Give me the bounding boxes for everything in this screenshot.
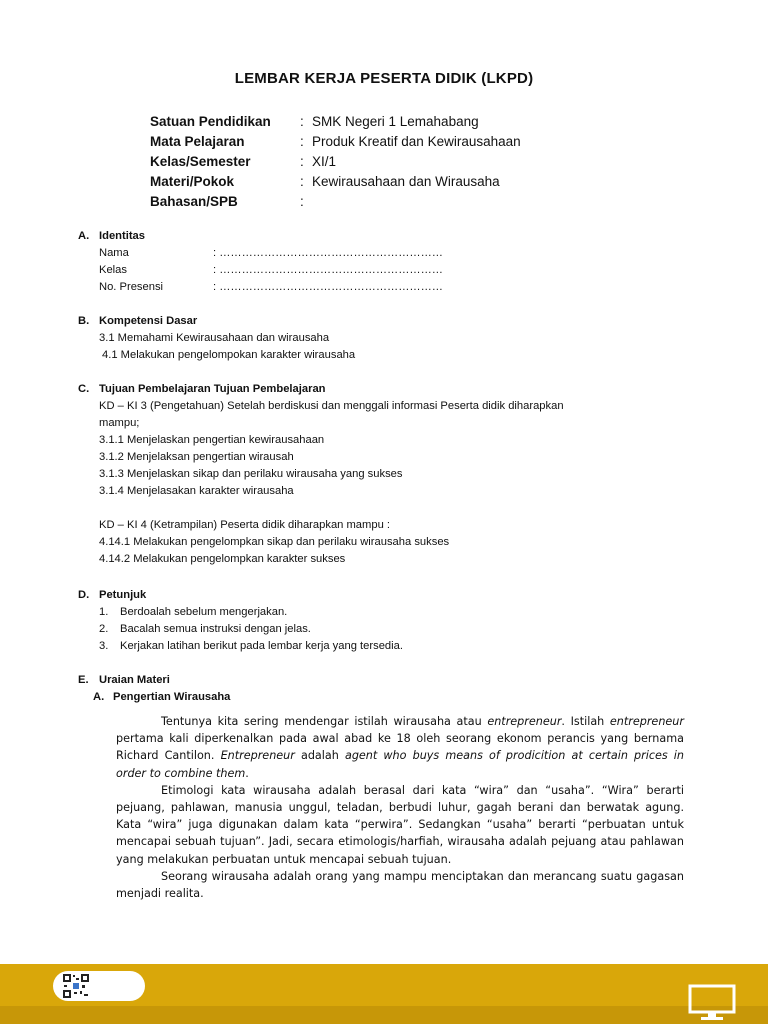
section-heading: Uraian Materi	[99, 674, 170, 686]
paragraph-2: Etimologi kata wirausaha adalah berasal dari kata “wira” dan “usaha”. “Wira” berarti pejuang, pahlawan, manusia unggul, teladan, berbudi luhur, gagah berani dan berwatak agung. Kata “wira” juga digunakan dalam kata “perwira”. Sedangkan “usaha” berarti “perbuatan untuk mencapai sebuah tujuan”. Jadi, secara etimologis/harfiah, wirausaha adalah pejuang atau pahlawan yang melakukan perbuatan untuk mencapai sebuah tujuan.	[116, 783, 684, 866]
section-identitas: A. Identitas Nama : …………………………………………………… Kelas : …………………………………………………… No. Presensi : ……………………………………………………	[78, 228, 443, 296]
footer-strip	[0, 1006, 768, 1024]
info-row-kelas: Kelas/Semester : XI/1	[150, 153, 337, 169]
page-title: LEMBAR KERJA PESERTA DIDIK (LKPD)	[234, 70, 534, 87]
tujuan-line: 4.14.2 Melakukan pengelompkan karakter sukses	[99, 553, 346, 565]
subsection-heading: A. Pengertian Wirausaha	[93, 691, 231, 703]
section-heading: Identitas	[99, 230, 146, 242]
kd-item: 3.1 Memahami Kewirausahaan dan wirausaha	[99, 332, 330, 344]
info-value: Kewirausahaan dan Wirausaha	[312, 173, 500, 189]
list-item: 2. Bacalah semua instruksi dengan jelas.	[99, 623, 311, 635]
section-heading: Petunjuk	[99, 589, 147, 601]
tujuan-line: 3.1.4 Menjelasakan karakter wirausaha	[99, 485, 294, 497]
info-label: Mata Pelajaran	[150, 133, 245, 149]
tujuan-line: 3.1.2 Menjelaksan pengertian wirausah	[99, 451, 294, 463]
info-table	[150, 111, 521, 211]
tujuan-line: KD – KI 4 (Ketrampilan) Peserta didik diharapkan mampu :	[99, 519, 391, 531]
info-row-satuan: Satuan Pendidikan : SMK Negeri 1 Lemahabang	[150, 113, 479, 129]
qr-code-icon	[62, 973, 90, 999]
tujuan-line: 3.1.1 Menjelaskan pengertian kewirausahaan	[99, 434, 325, 446]
section-heading: Kompetensi Dasar	[99, 315, 198, 327]
body-text	[116, 713, 684, 902]
info-label: Satuan Pendidikan	[150, 113, 271, 129]
tujuan-line: 4.14.1 Melakukan pengelompkan sikap dan perilaku wirausaha sukses	[99, 536, 450, 548]
identitas-row-nama: Nama : ……………………………………………………	[99, 245, 443, 262]
identitas-row-kelas: Kelas : ……………………………………………………	[99, 262, 443, 279]
info-label: Bahasan/SPB	[150, 193, 238, 209]
info-row-mapel: Mata Pelajaran : Produk Kreatif dan Kewirausahaan	[150, 133, 521, 149]
info-value: SMK Negeri 1 Lemahabang	[312, 113, 479, 129]
tujuan-line: 3.1.3 Menjelaskan sikap dan perilaku wirausaha yang sukses	[99, 468, 403, 480]
info-label: Kelas/Semester	[150, 153, 251, 169]
info-row-bahasan: Bahasan/SPB :	[150, 193, 304, 209]
info-label: Materi/Pokok	[150, 173, 235, 189]
tujuan-line: mampu;	[99, 417, 140, 429]
info-value: Produk Kreatif dan Kewirausahaan	[312, 133, 521, 149]
info-row-materi: Materi/Pokok : Kewirausahaan dan Wirausaha	[150, 173, 500, 189]
list-item: 3. Kerjakan latihan berikut pada lembar kerja yang tersedia.	[99, 640, 403, 652]
tujuan-line: KD – KI 3 (Pengetahuan) Setelah berdiskusi dan menggali informasi Peserta didik diharapkan	[99, 400, 564, 412]
section-kompetensi: B. Kompetensi Dasar 3.1 Memahami Kewirausahaan dan wirausaha 4.1 Melakukan pengelompokan karakter wirausaha	[78, 313, 355, 364]
paragraph-3: Seorang wirausaha adalah orang yang mampu menciptakan dan merancang suatu gagasan menjadi realita.	[116, 869, 684, 901]
section-heading: Tujuan Pembelajaran Tujuan Pembelajaran	[99, 383, 326, 395]
tujuan-line	[99, 500, 564, 517]
monitor-icon	[688, 984, 738, 1020]
paragraph-1: Tentunya kita sering mendengar istilah wirausaha atau entrepreneur. Istilah entrepreneur pertama kali diperkenalkan pada awal abad ke 18 oleh seorang ekonom perancis yang bernama Richard Cantilon. Entrepreneur adalah agent who buys means of prodicition at certain prices in order to combine them.	[116, 715, 685, 780]
blank-field: : ……………………………………………………	[213, 281, 443, 293]
blank-field: : ……………………………………………………	[213, 247, 443, 259]
kd-item: 4.1 Melakukan pengelompokan karakter wirausaha	[102, 349, 356, 361]
section-uraian: E. Uraian Materi A. Pengertian Wirausaha	[78, 672, 230, 706]
section-petunjuk: D. Petunjuk 1. Berdoalah sebelum mengerjakan. 2. Bacalah semua instruksi dengan jelas. 3. Kerjakan latihan berikut pada lembar kerja yang tersedia.	[78, 587, 403, 655]
section-tujuan: C. Tujuan Pembelajaran Tujuan Pembelajaran KD – KI 3 (Pengetahuan) Setelah berdiskusi dan menggali informasi Peserta didik diharapkan mampu; 3.1.1 Menjelaskan pengertian kewirausahaan 3.1.2 Menjelaksan pengertian wirausah 3.1.3 Menjelaskan sikap dan perilaku wirausaha yang sukses 3.1.4 Menjelasakan karakter wirausaha KD – KI 4 (Ketrampilan) Peserta didik diharapkan mampu : 4.14.1 Melakukan pengelompkan sikap dan perilaku wirausaha sukses 4.14.2 Melakukan pengelompkan karakter sukses	[78, 381, 564, 568]
blank-field: : ……………………………………………………	[213, 264, 443, 276]
info-value: XI/1	[312, 153, 337, 169]
list-item: 1. Berdoalah sebelum mengerjakan.	[99, 606, 288, 618]
identitas-row-presensi: No. Presensi : ……………………………………………………	[99, 279, 443, 296]
